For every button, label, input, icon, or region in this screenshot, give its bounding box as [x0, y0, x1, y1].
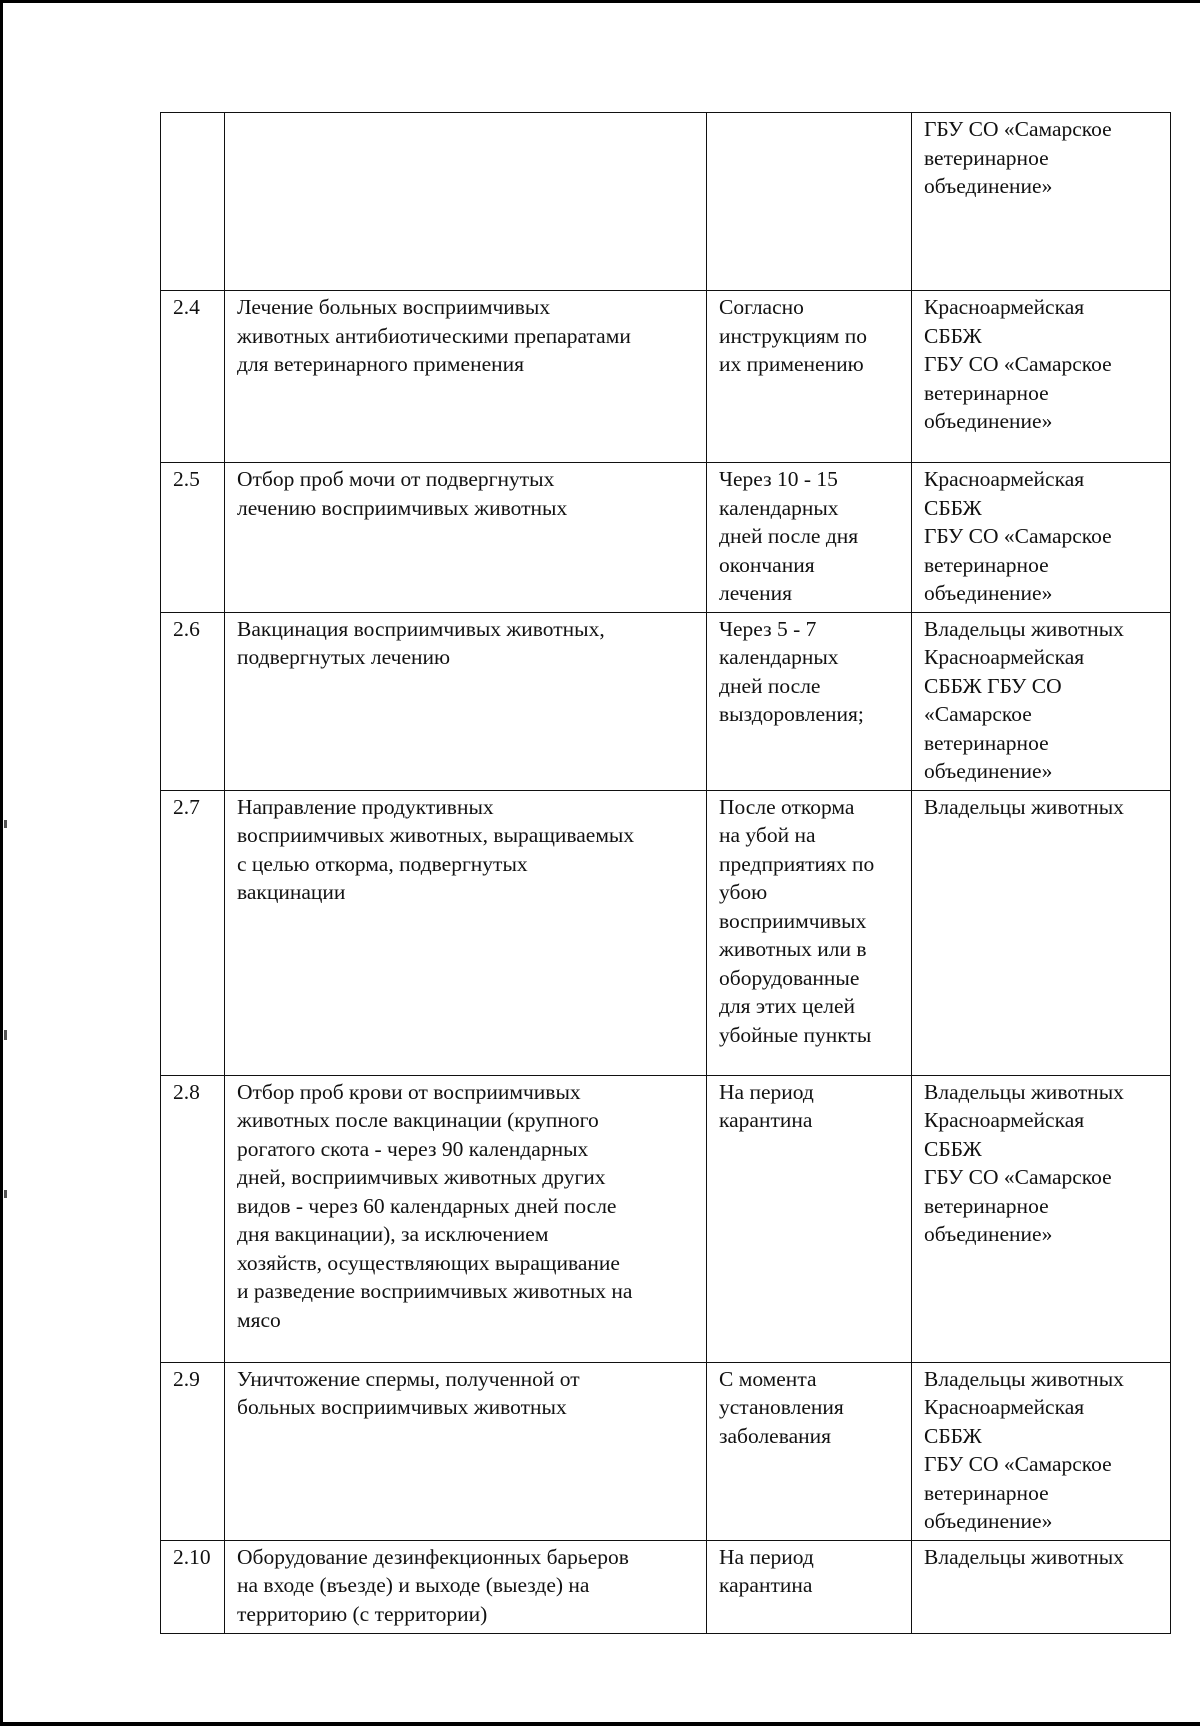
timing-cell-line: карантина: [719, 1573, 813, 1597]
measure-cell-line: дня вакцинации), за исключением: [237, 1222, 549, 1246]
row-number: [161, 1075, 225, 1362]
responsible-cell-line: Владельцы животных: [924, 794, 1124, 819]
timing-cell: [707, 1540, 912, 1633]
responsible-cell-line: Владельцы животных: [924, 1544, 1124, 1569]
responsible-cell-line: ветеринарное: [924, 380, 1049, 405]
scan-artifact: [4, 1030, 7, 1040]
measure-cell-line: Отбор проб крови от восприимчивых: [237, 1079, 581, 1104]
timing-cell-line: выздоровления;: [719, 702, 864, 726]
row-number-text: 2.7: [173, 794, 200, 819]
table-row: [161, 612, 1171, 790]
measure-cell-line: с целью откорма, подвергнутых: [237, 851, 528, 876]
row-number-text: 2.8: [173, 1079, 200, 1104]
timing-cell-line: восприимчивых: [719, 908, 867, 933]
row-number-text: 2.10: [173, 1544, 211, 1569]
row-number: [161, 1540, 225, 1633]
scan-artifact: [4, 820, 7, 828]
timing-cell-line: инструкциям по: [719, 323, 868, 348]
timing-cell-line: оборудованные: [719, 965, 860, 990]
timing-cell-line: Согласно: [719, 295, 804, 319]
timing-cell: [707, 291, 912, 463]
measure-cell-line: Уничтожение спермы, полученной от: [237, 1366, 580, 1391]
measure-cell: [225, 113, 707, 291]
timing-cell-line: животных или в: [719, 937, 867, 961]
responsible-cell-line: Владельцы животных: [924, 616, 1124, 641]
timing-cell-line: дней после дня: [719, 524, 859, 548]
scan-edge-top: [0, 0, 1200, 3]
measure-cell-line: Лечение больных восприимчивых: [237, 295, 551, 319]
timing-cell: [707, 612, 912, 790]
responsible-cell-line: объединение»: [924, 174, 1053, 198]
measure-cell-line: подвергнутых лечению: [237, 645, 451, 669]
timing-cell: [707, 1362, 912, 1540]
responsible-cell-line: Красноармейская: [924, 467, 1085, 491]
row-number-text: 2.9: [173, 1366, 200, 1391]
responsible-cell-line: Красноармейская: [924, 1395, 1085, 1419]
table-row: [161, 1075, 1171, 1362]
row-number: [161, 113, 225, 291]
measure-cell-line: восприимчивых животных, выращиваемых: [237, 823, 635, 847]
measure-cell-line: рогатого скота - через 90 календарных: [237, 1136, 589, 1161]
table-row: [161, 291, 1171, 463]
responsible-cell-line: ветеринарное: [924, 552, 1049, 577]
responsible-cell-line: СББЖ: [924, 323, 982, 348]
timing-cell-line: После откорма: [719, 794, 855, 819]
table-row: [161, 1362, 1171, 1540]
responsible-cell-line: «Самарское: [924, 702, 1032, 726]
timing-cell-line: убою: [719, 880, 768, 904]
timing-cell-line: карантина: [719, 1108, 813, 1132]
responsible-cell-line: объединение»: [924, 1222, 1053, 1246]
timing-cell-line: С момента: [719, 1366, 817, 1391]
timing-cell-line: На период: [719, 1079, 814, 1104]
row-number: [161, 612, 225, 790]
responsible-cell-line: ГБУ СО «Самарское: [924, 524, 1112, 548]
responsible-cell-line: ГБУ СО «Самарское: [924, 1452, 1112, 1476]
row-number-text: 2.4: [173, 295, 200, 319]
measure-cell-line: мясо: [237, 1307, 281, 1332]
measure-cell-line: животных антибиотическими препаратами: [237, 323, 631, 348]
timing-cell: [707, 463, 912, 613]
measure-cell-line: дней, восприимчивых животных других: [237, 1165, 606, 1189]
measure-cell-line: Направление продуктивных: [237, 794, 494, 819]
row-number-text: 2.6: [173, 616, 200, 641]
responsible-cell-line: СББЖ: [924, 1423, 982, 1448]
responsible-cell-line: объединение»: [924, 409, 1053, 433]
measure-cell-line: вакцинации: [237, 880, 346, 904]
measure-cell: [225, 790, 707, 1075]
timing-cell-line: заболевания: [719, 1423, 832, 1448]
responsible-cell: [912, 463, 1171, 613]
responsible-cell-line: ГБУ СО «Самарское: [924, 1165, 1112, 1189]
row-number: [161, 463, 225, 613]
timing-cell-line: Через 10 - 15: [719, 467, 838, 491]
measure-cell: [225, 463, 707, 613]
table-row: [161, 790, 1171, 1075]
timing-cell-line: окончания: [719, 552, 815, 577]
responsible-cell-line: Красноармейская: [924, 1108, 1085, 1132]
responsible-cell-line: объединение»: [924, 759, 1053, 783]
responsible-cell-line: ГБУ СО «Самарское: [924, 352, 1112, 376]
responsible-cell-line: объединение»: [924, 1509, 1053, 1533]
scan-edge-left: [0, 0, 3, 1726]
measure-cell-line: животных после вакцинации (крупного: [237, 1108, 599, 1132]
measure-cell-line: хозяйств, осуществляющих выращивание: [237, 1250, 620, 1275]
responsible-cell: [912, 1075, 1171, 1362]
row-number: [161, 291, 225, 463]
responsible-cell-line: ГБУ СО «Самарское: [924, 117, 1112, 141]
responsible-cell-line: Владельцы животных: [924, 1366, 1124, 1391]
row-number-text: 2.5: [173, 467, 200, 491]
responsible-cell: [912, 113, 1171, 291]
measure-cell-line: видов - через 60 календарных дней после: [237, 1193, 617, 1218]
timing-cell-line: для этих целей: [719, 994, 856, 1018]
measure-cell-line: на входе (въезде) и выходе (выезде) на: [237, 1573, 590, 1597]
responsible-cell-line: Красноармейская: [924, 645, 1085, 669]
measure-cell-line: Вакцинация восприимчивых животных,: [237, 616, 605, 641]
measure-cell-line: лечению восприимчивых животных: [237, 495, 568, 520]
scan-edge-bottom: [0, 1722, 1200, 1726]
measures-table-body: [161, 113, 1171, 1634]
measures-table: [160, 112, 1171, 1634]
measure-cell-line: больных восприимчивых животных: [237, 1395, 567, 1419]
row-number: [161, 1362, 225, 1540]
responsible-cell-line: ветеринарное: [924, 1193, 1049, 1218]
timing-cell-line: лечения: [719, 581, 792, 605]
responsible-cell-line: объединение»: [924, 581, 1053, 605]
timing-cell-line: Через 5 - 7: [719, 616, 817, 641]
timing-cell-line: убойные пункты: [719, 1022, 872, 1047]
table-row: [161, 1540, 1171, 1633]
timing-cell-line: предприятиях по: [719, 851, 875, 876]
table-row: [161, 113, 1171, 291]
responsible-cell: [912, 790, 1171, 1075]
scan-artifact: [4, 1190, 7, 1198]
timing-cell-line: дней после: [719, 673, 821, 698]
responsible-cell: [912, 612, 1171, 790]
measure-cell-line: Оборудование дезинфекционных барьеров: [237, 1544, 629, 1569]
responsible-cell-line: Владельцы животных: [924, 1079, 1124, 1104]
measure-cell: [225, 1075, 707, 1362]
measure-cell-line: Отбор проб мочи от подвергнутых: [237, 467, 555, 491]
responsible-cell-line: ветеринарное: [924, 1480, 1049, 1505]
timing-cell-line: календарных: [719, 495, 839, 520]
table-row: [161, 463, 1171, 613]
responsible-cell-line: СББЖ: [924, 1136, 982, 1161]
timing-cell: [707, 113, 912, 291]
responsible-cell-line: СББЖ: [924, 495, 982, 520]
measure-cell-line: и разведение восприимчивых животных на: [237, 1279, 633, 1303]
timing-cell-line: календарных: [719, 645, 839, 669]
timing-cell: [707, 790, 912, 1075]
measure-cell: [225, 1362, 707, 1540]
responsible-cell-line: ветеринарное: [924, 145, 1049, 170]
responsible-cell: [912, 291, 1171, 463]
responsible-cell-line: ветеринарное: [924, 730, 1049, 755]
measure-cell: [225, 612, 707, 790]
row-number: [161, 790, 225, 1075]
timing-cell: [707, 1075, 912, 1362]
timing-cell-line: на убой на: [719, 823, 816, 847]
measure-cell: [225, 1540, 707, 1633]
measure-cell-line: территорию (с территории): [237, 1601, 488, 1626]
timing-cell-line: установления: [719, 1395, 844, 1419]
measure-cell-line: для ветеринарного применения: [237, 352, 525, 376]
measure-cell: [225, 291, 707, 463]
timing-cell-line: их применению: [719, 352, 864, 376]
responsible-cell-line: Красноармейская: [924, 295, 1085, 319]
responsible-cell: [912, 1540, 1171, 1633]
responsible-cell: [912, 1362, 1171, 1540]
responsible-cell-line: СББЖ ГБУ СО: [924, 673, 1062, 698]
timing-cell-line: На период: [719, 1544, 814, 1569]
